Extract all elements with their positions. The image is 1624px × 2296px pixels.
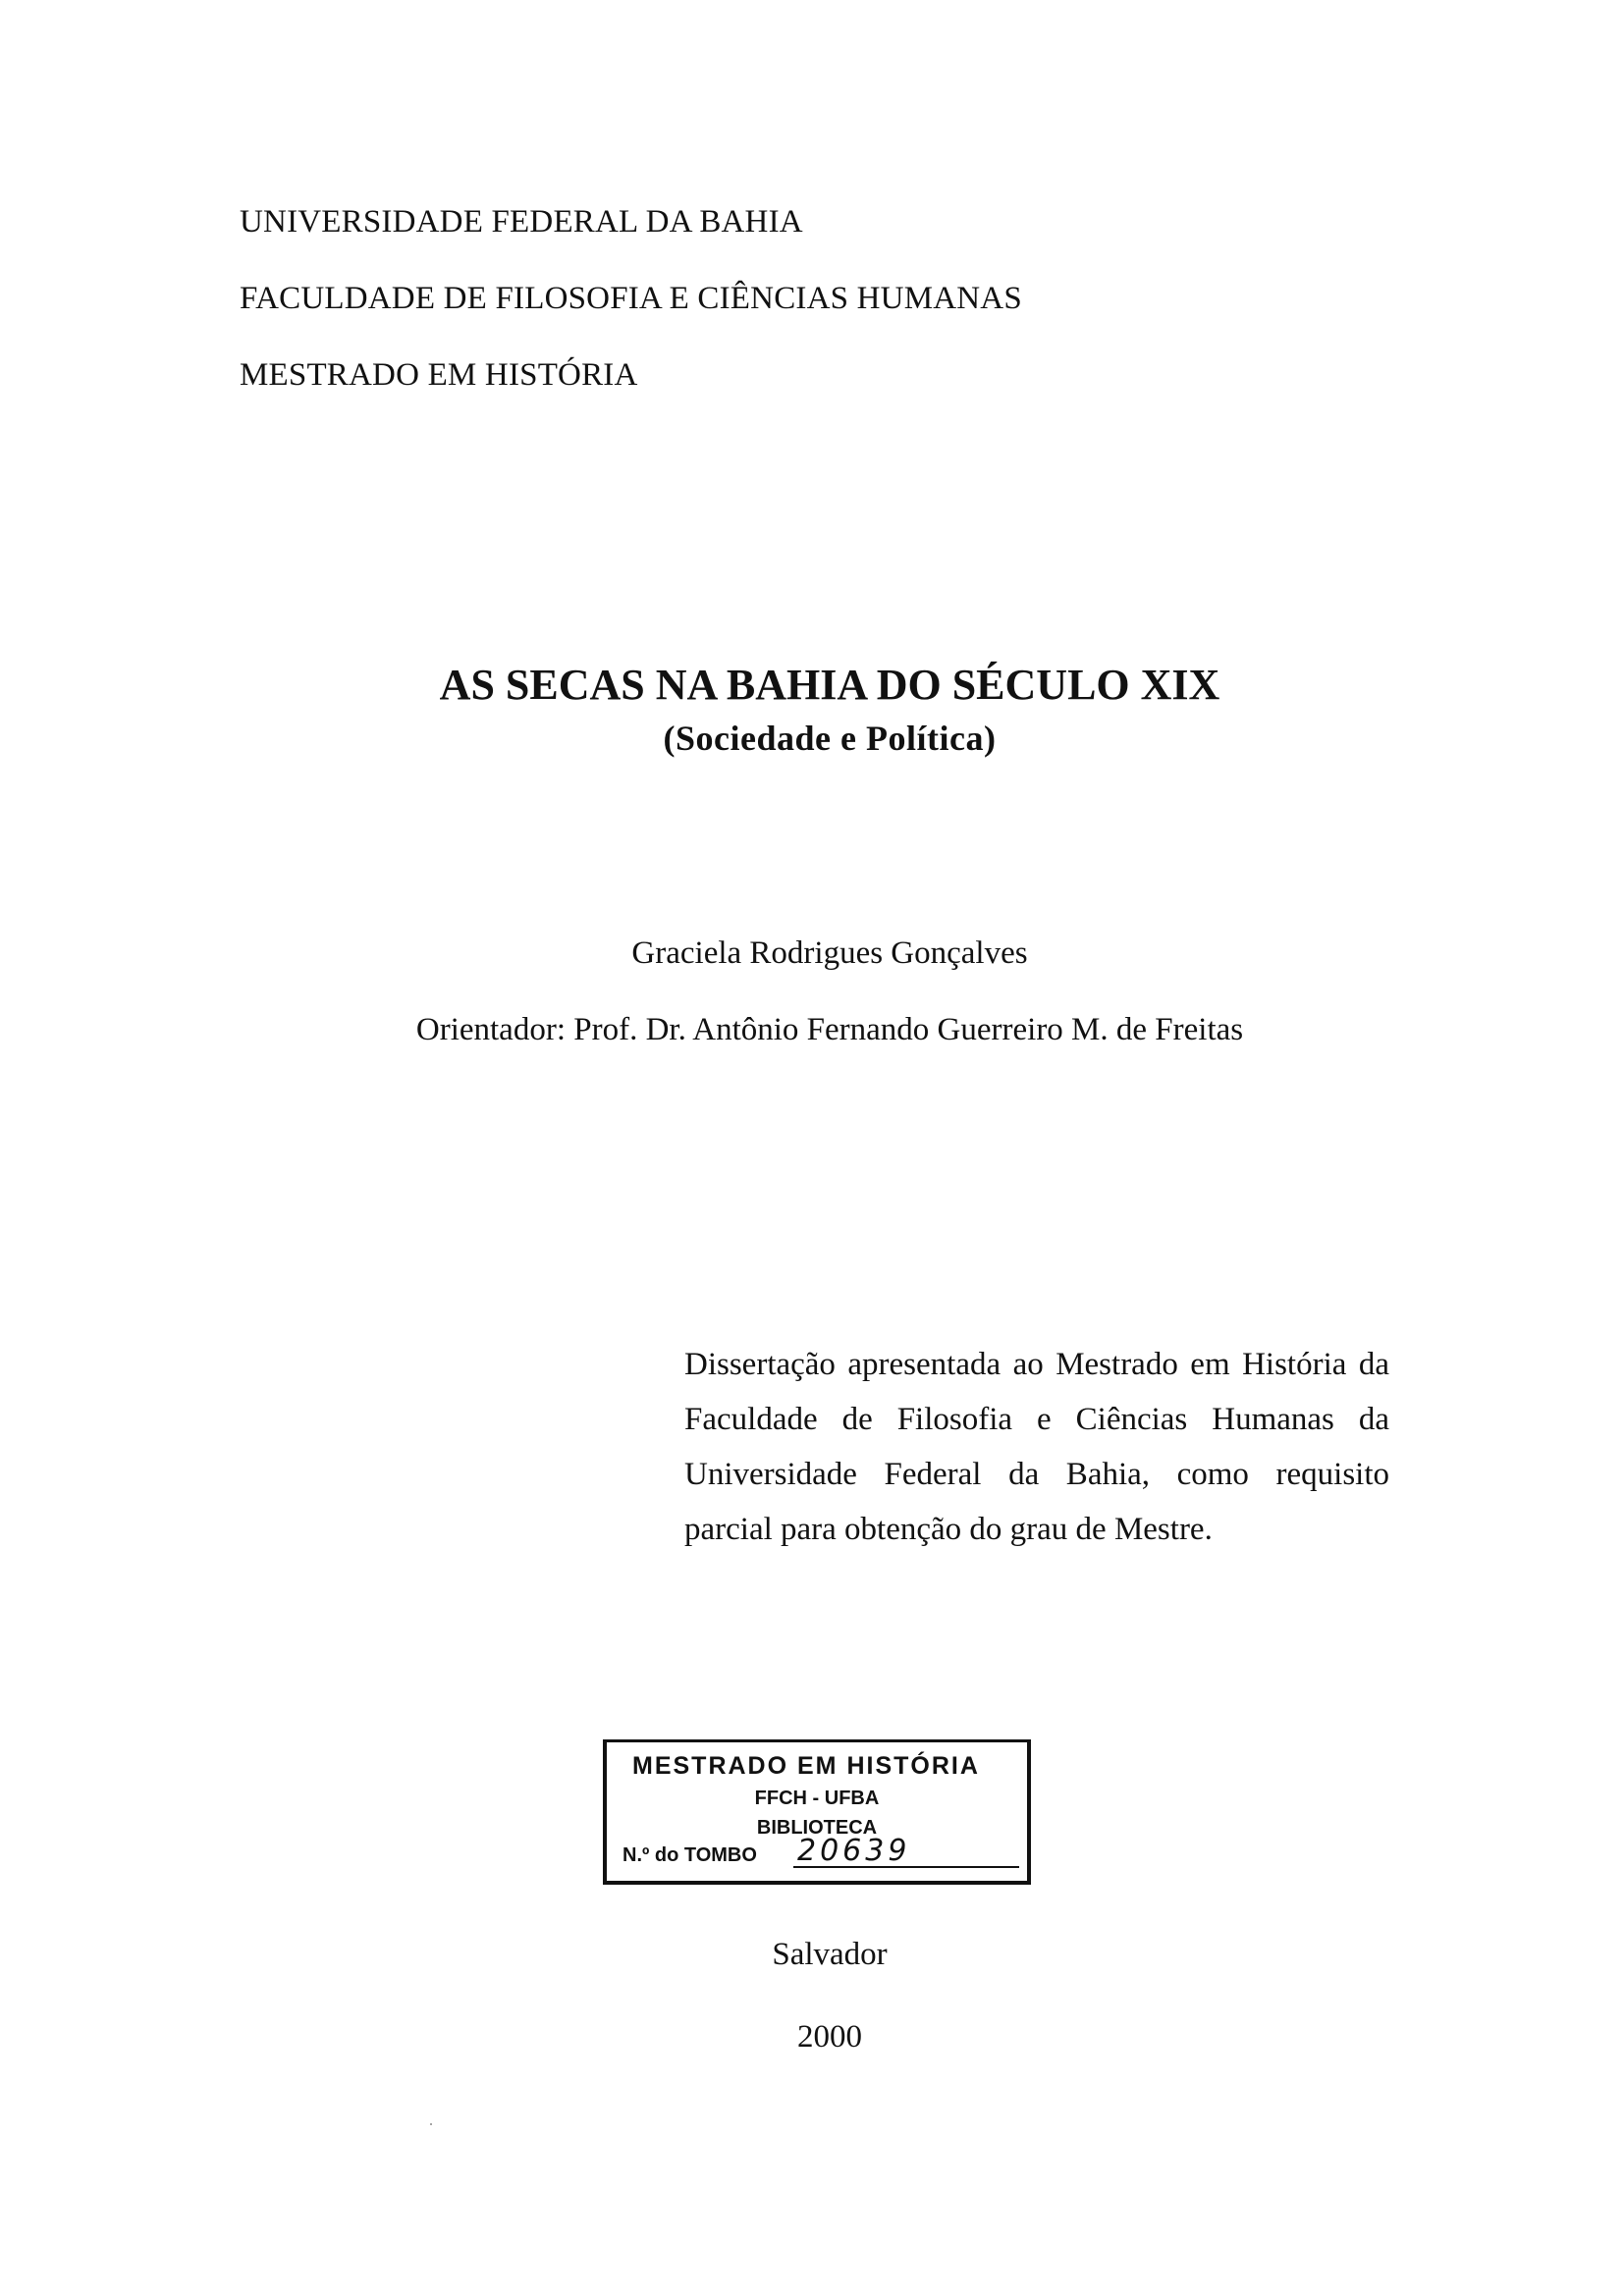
thesis-title: AS SECAS NA BAHIA DO SÉCULO XIX: [439, 661, 1220, 709]
dissertation-note: Dissertação apresentada ao Mestrado em História da Faculdade de Filosofia e Ciências Humanas da Universidade Federal da Bahia, como requisito parcial para obtenção do grau de Mestre.: [684, 1347, 1389, 1547]
advisor-line: Orientador: Prof. Dr. Antônio Fernando Guerreiro M. de Freitas: [415, 1012, 1244, 1047]
stamp-tombo-label: N.º do TOMBO: [623, 1844, 757, 1866]
thesis-subtitle: (Sociedade e Política): [663, 719, 997, 758]
library-stamp: [603, 1739, 1031, 1885]
year: 2000: [797, 2019, 862, 2055]
faculty-name: FACULDADE DE FILOSOFIA E CIÊNCIAS HUMANAS: [240, 281, 1022, 316]
place: Salvador: [772, 1937, 888, 1972]
program-name: MESTRADO EM HISTÓRIA: [240, 357, 638, 393]
stamp-library: BIBLIOTECA: [756, 1817, 878, 1839]
stamp-tombo-number: 20639: [793, 1837, 1019, 1868]
author-name: Graciela Rodrigues Gonçalves: [631, 935, 1028, 971]
stamp-faculty: FFCH - UFBA: [754, 1788, 880, 1809]
stamp-program: MESTRADO EM HISTÓRIA: [632, 1752, 980, 1780]
university-name: UNIVERSIDADE FEDERAL DA BAHIA: [240, 204, 803, 240]
scan-speck: [430, 2123, 432, 2125]
